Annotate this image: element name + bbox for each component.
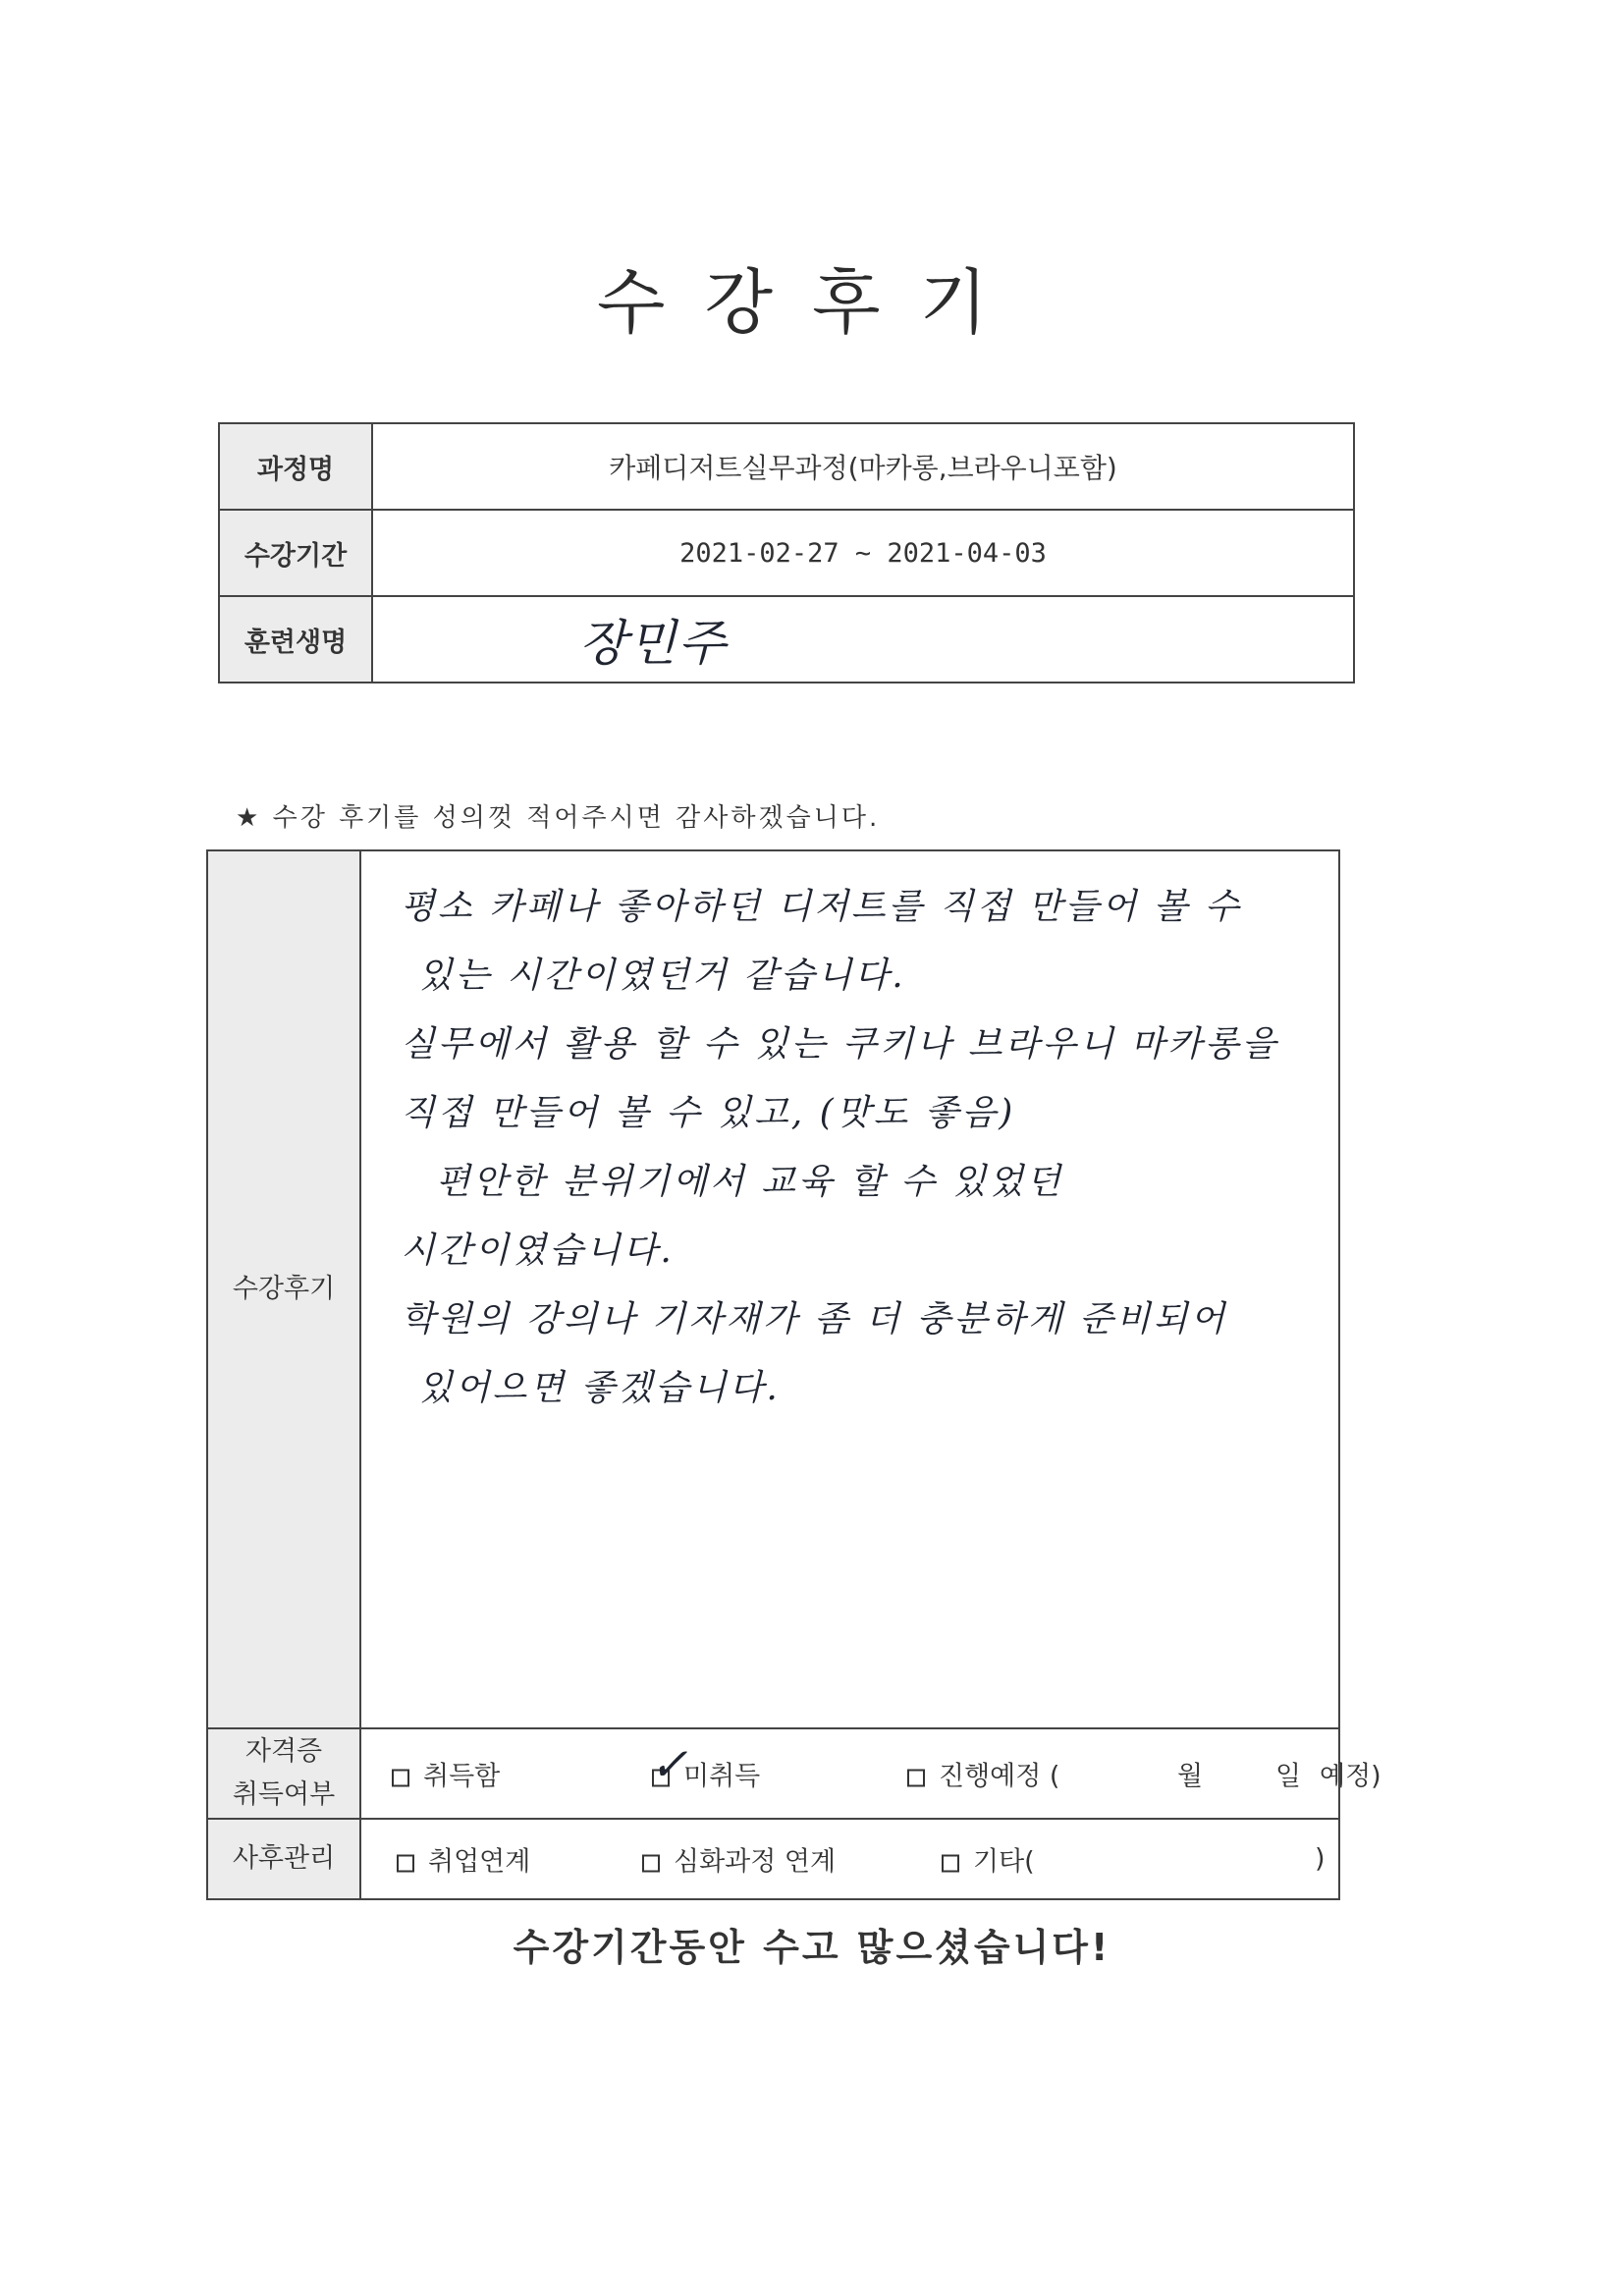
check-mark-icon: ✓ bbox=[650, 1737, 688, 1790]
review-table bbox=[206, 849, 1381, 1900]
course-value: 카페디저트실무과정(마카롱,브라우니포함) bbox=[372, 423, 1354, 510]
acquired-label: 취득함 bbox=[423, 1761, 501, 1792]
planned-day-label: 일 bbox=[1275, 1761, 1302, 1792]
advanced-checkbox[interactable] bbox=[642, 1854, 660, 1872]
other-checkbox[interactable] bbox=[942, 1854, 959, 1872]
period-value: 2021-02-27 ~ 2021-04-03 bbox=[372, 510, 1354, 596]
other-end-label: ) bbox=[1315, 1843, 1326, 1875]
trainee-label: 훈련생명 bbox=[219, 596, 372, 683]
other-label: 기타( bbox=[973, 1846, 1035, 1878]
review-row bbox=[207, 850, 1339, 1728]
option-planned[interactable] bbox=[907, 1755, 1059, 1793]
planned-month-label: 월 bbox=[1177, 1761, 1204, 1792]
review-line: 학원의 강의나 기자재가 좀 더 충분하게 준비되어 bbox=[401, 1299, 1228, 1339]
certificate-options bbox=[360, 1728, 1381, 1819]
option-not-acquired[interactable] bbox=[650, 1737, 761, 1793]
option-employment[interactable] bbox=[397, 1840, 530, 1879]
option-advanced-course[interactable] bbox=[642, 1840, 836, 1879]
certificate-label-line1: 자격증 bbox=[244, 1736, 323, 1767]
planned-label: 진행예정 ( bbox=[939, 1761, 1060, 1792]
closing-message: 수강기간동안 수고 많으셨습니다! bbox=[513, 1926, 1111, 1969]
aftercare-options bbox=[360, 1819, 1339, 1899]
review-line: 시간이였습니다. bbox=[401, 1230, 675, 1271]
notice-text: ★ 수강 후기를 성의껏 적어주시면 감사하겠습니다. bbox=[236, 803, 881, 833]
review-line: 편안한 분위기에서 교육 할 수 있었던 bbox=[436, 1162, 1063, 1202]
advanced-label: 심화과정 연계 bbox=[674, 1846, 837, 1878]
option-other[interactable] bbox=[942, 1840, 1035, 1879]
review-line: 있어으면 좋겠습니다. bbox=[418, 1368, 781, 1408]
employment-label: 취업연계 bbox=[428, 1846, 531, 1878]
period-row bbox=[219, 510, 1354, 596]
review-textarea[interactable] bbox=[360, 850, 1339, 1728]
review-label: 수강후기 bbox=[207, 850, 360, 1728]
review-line: 있는 시간이였던거 같습니다. bbox=[418, 956, 906, 996]
period-label: 수강기간 bbox=[219, 510, 372, 596]
certificate-label bbox=[207, 1728, 360, 1819]
trainee-row bbox=[219, 596, 1354, 683]
trainee-signature[interactable] bbox=[372, 596, 1354, 683]
acquired-checkbox[interactable] bbox=[392, 1769, 409, 1786]
certificate-row bbox=[207, 1728, 1339, 1819]
review-line: 실무에서 활용 할 수 있는 쿠키나 브라우니 마카롱을 bbox=[401, 1024, 1279, 1065]
page-title: 수강후기 bbox=[596, 261, 1028, 344]
trainee-name-handwritten: 장민주 bbox=[579, 615, 728, 672]
not-acquired-label: 미취득 bbox=[683, 1761, 761, 1792]
course-row bbox=[219, 423, 1354, 510]
course-info-table bbox=[218, 422, 1355, 683]
not-acquired-checkbox[interactable] bbox=[650, 1737, 688, 1790]
course-label: 과정명 bbox=[219, 423, 372, 510]
certificate-label-line2: 취득여부 bbox=[232, 1779, 336, 1810]
employment-checkbox[interactable] bbox=[397, 1854, 414, 1872]
planned-checkbox[interactable] bbox=[907, 1769, 925, 1786]
aftercare-row bbox=[207, 1819, 1339, 1899]
aftercare-label: 사후관리 bbox=[207, 1819, 360, 1899]
review-line: 직접 만들어 볼 수 있고, (맛도 좋음) bbox=[401, 1093, 1016, 1133]
option-acquired[interactable] bbox=[392, 1755, 500, 1793]
review-line: 평소 카페나 좋아하던 디저트를 직접 만들어 볼 수 bbox=[401, 887, 1242, 927]
planned-end-label: 예정) bbox=[1320, 1761, 1381, 1792]
